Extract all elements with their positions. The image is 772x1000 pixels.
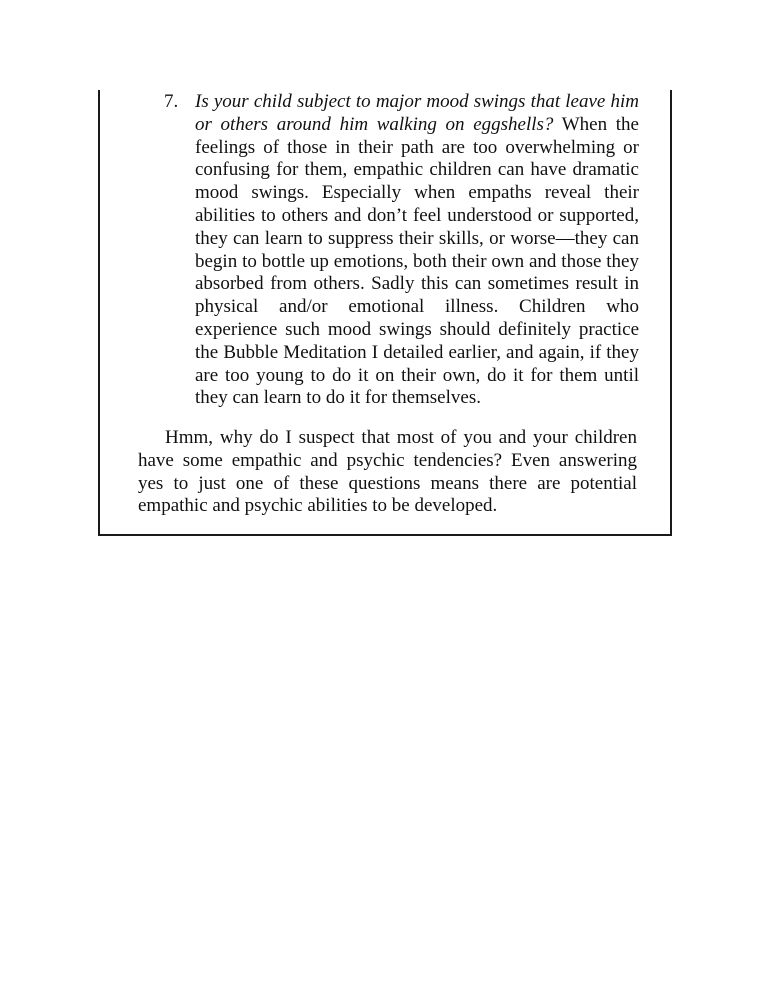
closing-paragraph: Hmm, why do I suspect that most of you and your children have some empathic and psychic tendencies? Even answering yes to just one of these questions means there are potential empathic and psychic abilities to be developed. — [138, 427, 637, 517]
list-item-number: 7. — [164, 91, 179, 112]
list-item-text: When the feelings of those in their path are too overwhelming or confusing for them, empathic children can have dramatic mood swings. Especially when empaths reveal their abilities to others and don’t feel understood or supported, they can learn to suppress their skills, or worse—they can begin to bottle up emotions, both their own and those they absorbed from others. Sadly this can sometimes result in physical and/or emotional illness. Children who experience such mood swings should definitely practice the Bubble Meditation I detailed earlier, and again, if they are too young to do it on their own, do it for them until they can learn to do it for themselves. — [195, 113, 639, 409]
list-item-body — [195, 91, 639, 410]
list-item-7 — [164, 91, 639, 410]
boxed-sidebar — [98, 90, 672, 536]
list-item-question: Is your child subject to major mood swings that leave him or others around him walking on eggshells? — [195, 91, 639, 135]
